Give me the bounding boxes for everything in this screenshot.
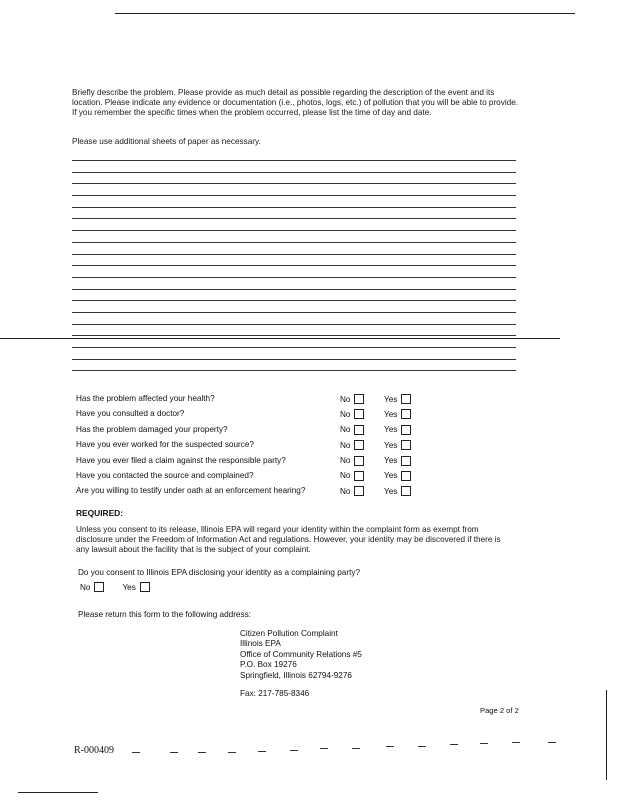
no-label: No [340,471,351,481]
question-row-health [76,394,436,409]
yes-label: Yes [384,471,398,481]
footer-dash [170,752,178,753]
question-row-worked-for-source [76,440,436,455]
yes-label: Yes [384,409,398,419]
no-checkbox[interactable] [354,409,364,419]
yes-checkbox[interactable] [401,394,411,404]
footer-dash [450,744,458,745]
writing-line [72,230,516,231]
return-instructions: Please return this form to the following address: [78,610,251,619]
instructions-additional-sheets: Please use additional sheets of paper as necessary. [72,137,261,146]
scan-artifact-top [115,13,575,14]
question-row-contacted-source [76,471,436,486]
consent-yes-label: Yes [122,582,136,592]
writing-line [72,195,516,196]
writing-line [72,207,516,208]
scan-artifact-right-edge [606,690,607,780]
instructions-paragraph: Briefly describe the problem. Please provide as much detail as possible regarding the description of the event and its location. Please indicate any evidence or documentation (i.e., photos, logs, etc.) of pollution that you will be able to provide. If you remember the specific times when the problem occurred, please list the time of day and date. [72,88,519,118]
question-text: Have you ever worked for the suspected source? [76,440,254,450]
no-checkbox[interactable] [354,394,364,404]
writing-line [72,218,516,219]
footer-dash [548,742,556,743]
address-line: Office of Community Relations #5 [240,649,362,659]
address-line: Citizen Pollution Complaint [240,629,338,638]
consent-no-label: No [80,582,91,592]
yes-label: Yes [384,394,398,404]
writing-line [72,347,516,348]
yes-checkbox[interactable] [401,486,411,496]
footer-dash [228,752,236,753]
question-text: Have you consulted a doctor? [76,409,185,419]
yes-label: Yes [384,486,398,496]
question-text: Have you ever filed a claim against the responsible party? [76,455,286,465]
required-heading: REQUIRED: [76,508,123,518]
page-number: Page 2 of 2 [480,706,519,715]
writing-line [72,265,516,266]
no-label: No [340,456,351,466]
consent-options [80,582,150,592]
no-label: No [340,440,351,450]
footer-dash [418,746,426,747]
writing-line [72,172,516,173]
footer-dash [480,743,488,744]
yes-label: Yes [384,456,398,466]
address-line: P.O. Box 19276 [240,660,297,670]
no-label: No [340,394,351,404]
no-label: No [340,409,351,419]
writing-line [72,359,516,360]
scan-artifact-bottom [18,792,98,793]
document-id: R-000409 [74,745,114,756]
yes-checkbox[interactable] [401,425,411,435]
no-label: No [340,486,351,496]
writing-line [72,312,516,313]
footer-dash [352,748,360,749]
writing-line [72,160,516,161]
no-checkbox[interactable] [354,440,364,450]
footer-dash [258,751,266,752]
no-label: No [340,425,351,435]
yes-checkbox[interactable] [401,456,411,466]
yes-checkbox[interactable] [401,471,411,481]
question-text: Has the problem damaged your property? [76,424,228,434]
writing-line [72,289,516,290]
yes-checkbox[interactable] [401,409,411,419]
writing-line [72,254,516,255]
writing-line [72,277,516,278]
question-row-doctor [76,409,436,424]
consent-no-checkbox[interactable] [94,582,104,592]
mailing-address [240,629,362,699]
consent-yes-checkbox[interactable] [140,582,150,592]
question-text: Have you contacted the source and complained? [76,470,254,480]
footer-dash [320,748,328,749]
address-line: Springfield, Illinois 62794-9276 [240,670,352,680]
footer-dash [198,752,206,753]
question-row-testify [76,486,436,501]
footer-dash [290,750,298,751]
yes-no-questions [76,394,436,502]
consent-question: Do you consent to Illinois EPA disclosing your identity as a complaining party? [78,568,361,577]
question-row-filed-claim [76,456,436,471]
address-line: Illinois EPA [240,639,281,649]
fax-number: Fax: 217-785-8346 [240,689,310,699]
question-row-property [76,425,436,440]
writing-line [72,300,516,301]
yes-label: Yes [384,425,398,435]
no-checkbox[interactable] [354,486,364,496]
footer-dash [386,746,394,747]
footer-dash [132,752,140,753]
no-checkbox[interactable] [354,471,364,481]
no-checkbox[interactable] [354,425,364,435]
footer-dash [512,742,520,743]
required-disclosure-text: Unless you consent to its release, Illinois EPA will regard your identity within the complaint form as exempt from disclosure under the Freedom of Information Act and regulations. However, your identity may be discovered if there is any lawsuit about the facility that is the subject of your complaint. [76,525,501,555]
yes-checkbox[interactable] [401,440,411,450]
writing-line [72,183,516,184]
no-checkbox[interactable] [354,456,364,466]
writing-line [72,335,516,336]
question-text: Has the problem affected your health? [76,394,215,403]
writing-line [72,242,516,243]
question-text: Are you willing to testify under oath at an enforcement hearing? [76,486,306,496]
yes-label: Yes [384,440,398,450]
description-writing-area[interactable] [72,160,516,382]
writing-line [72,370,516,371]
writing-line [72,324,516,325]
